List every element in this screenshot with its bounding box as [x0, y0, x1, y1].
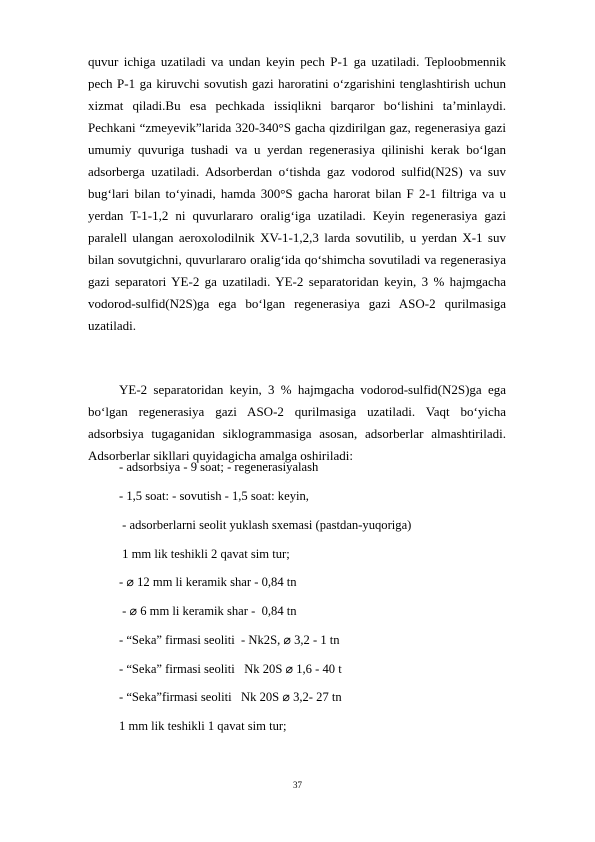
- body-paragraph-1: quvur ichiga uzatiladi va undan keyin pech P-1 ga uzatiladi. Teploobmennik pech P-1 ga kiruvchi sovutish gazi haroratini o‘zgarishini tenglashtirish uchun xizmat qiladi.Bu esa pechkada issiqlikni barqaror bo‘lishini ta’minlaydi. Pechkani “zmeyevik”larida 320-340°S gacha qizdirilgan gaz, regenerasiya gazi umumiy quvuriga tushadi va u yerdan regenerasiya qilinishi kerak bo‘lgan adsorberga uzatiladi. Adsorberdan o‘tishda gaz vodorod sulfid(N2S) va suv bug‘lari bilan to‘yinadi, hamda 300°S gacha harorat bilan F 2-1 filtriga va u yerdan T-1-1,2 ni quvurlararo oralig‘iga uzatiladi. Keyin regenerasiya gazi paralell ulangan aeroxolodilnik XV-1-1,2,3 larda sovutilib, u yerdan X-1 suv bilan sovutgichni, quvurlararo oralig‘ida qo‘shimcha sovutiladi va regenerasiya gazi separatori YE-2 ga uzatiladi. YE-2 separatoridan keyin, 3 % hajmgacha vodorod-sulfid(N2S)ga ega bo‘lgan regenerasiya gazi ASO-2 qurilmasiga uzatiladi.: [88, 54, 506, 333]
- list-line-3: - adsorberlarni seolit yuklash sxemasi (pastdan-yuqoriga): [119, 518, 412, 532]
- list-line-7: - “Seka” firmasi seoliti - Nk2S, ⌀ 3,2 - 1 tn: [119, 633, 340, 647]
- list-line-4: 1 mm lik teshikli 2 qavat sim tur;: [119, 547, 290, 561]
- list-line-2: - 1,5 soat: - sovutish - 1,5 soat: keyin,: [119, 489, 309, 503]
- body-paragraph-2: YE-2 separatoridan keyin, 3 % hajmgacha vodorod-sulfid(N2S)ga ega bo‘lgan regenerasiya gazi ASO-2 qurilmasiga uzatiladi. Vaqt bo‘yicha adsorbsiya tugaganidan siklogrammasiga asosan, adsorberlar almashtiriladi. Adsorberlar sikllari quyidagicha amalga oshiriladi:: [88, 382, 506, 463]
- list-line-9: - “Seka”firmasi seoliti Nk 20S ⌀ 3,2- 27 tn: [119, 690, 342, 704]
- list-line-6: - ⌀ 6 mm li keramik shar - 0,84 tn: [119, 604, 297, 618]
- list-line-5: - ⌀ 12 mm li keramik shar - 0,84 tn: [119, 575, 297, 589]
- list-line-1: - adsorbsiya - 9 soat; - regenerasiyalash: [119, 460, 319, 474]
- list-line-10: 1 mm lik teshikli 1 qavat sim tur;: [119, 719, 287, 733]
- list-line-8: - “Seka” firmasi seoliti Nk 20S ⌀ 1,6 - 40 t: [119, 662, 342, 676]
- page-number: 37: [293, 780, 302, 790]
